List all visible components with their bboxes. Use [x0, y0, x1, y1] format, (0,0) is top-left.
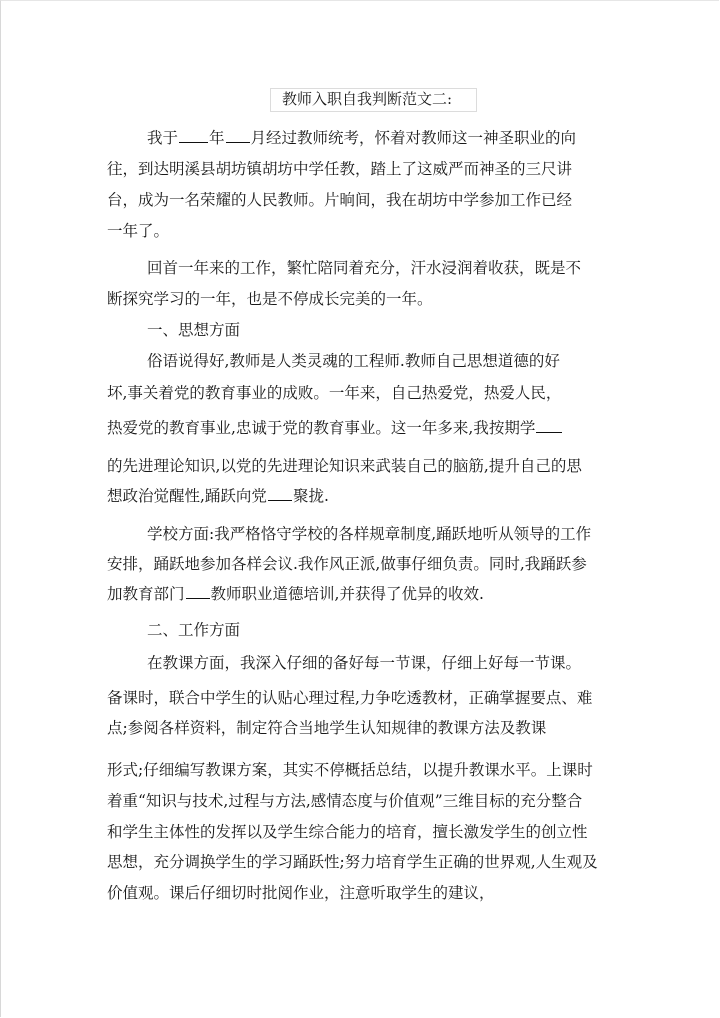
text-segment: 热爱党的教育事业,忠诚于党的教育事业。这一年多来,我按期学 — [107, 419, 536, 437]
paragraph-2-line-1: 回首一年来的工作，繁忙陪同着充分，汗水浸润着收获，既是不 — [147, 259, 582, 277]
paragraph-5-line-4: 形式;仔细编写教课方案，其实不停概括总结，以提升教课水平。上课时 — [107, 761, 593, 779]
paragraph-4-line-3 — [107, 584, 484, 604]
paragraph-1-line-4: 一年了。 — [107, 222, 170, 240]
text-segment: 想政治觉醒性,踊跃向党 — [107, 487, 267, 505]
paragraph-3-line-2: 坏,事关着党的教育事业的成败。一年来，自己热爱党，热爱人民， — [107, 384, 562, 402]
fill-blank — [268, 486, 292, 501]
fill-blank — [179, 128, 208, 143]
paragraph-4-line-2: 安排，踊跃地参加各样会议.我作风正派,做事仔细负责。同时,我踊跃参 — [107, 555, 587, 573]
paragraph-1-line-3: 台，成为一名荣耀的人民教师。片晌间，我在胡坊中学参加工作已经 — [107, 191, 573, 209]
paragraph-3-line-3 — [107, 418, 563, 438]
document-title: 教师入职自我判断范文二: — [282, 90, 453, 108]
section-heading-work: 二、工作方面 — [147, 621, 241, 639]
text-segment: 月经过教师统考，怀着对教师这一神圣职业的向 — [250, 129, 577, 147]
paragraph-5-line-8: 价值观。课后仔细切时批阅作业，注意听取学生的建议， — [107, 884, 495, 902]
fill-blank — [226, 128, 250, 143]
paragraph-4-line-1: 学校方面:我严格恪守学校的各样规章制度,踊跃地听从领导的工作 — [147, 525, 592, 543]
paragraph-1-line-2: 往，到达明溪县胡坊镇胡坊中学任教，踏上了这威严而神圣的三尺讲 — [107, 160, 573, 178]
text-segment: 我于 — [147, 129, 179, 147]
paragraph-5-line-6: 和学生主体性的发挥以及学生综合能力的培育，擅长激发学生的创立性 — [107, 823, 588, 841]
text-segment: 年 — [209, 129, 225, 147]
paragraph-5-line-3: 点;参阅各样资料，制定符合当地学生认知规律的教课方法及教课 — [107, 719, 547, 737]
paragraph-5-line-2: 备课时，联合中学生的认贴心理过程,力争吃透教材，正确掌握要点、难 — [107, 689, 593, 707]
text-segment: 聚拢. — [292, 487, 329, 505]
paragraph-5-line-7: 思想，充分调换学生的学习踊跃性;努力培育学生正确的世界观,人生观及 — [107, 853, 598, 871]
text-segment: 教师职业道德培训,并获得了优异的收效. — [210, 585, 484, 603]
paragraph-3-line-5 — [107, 486, 329, 506]
paragraph-3-line-1: 俗语说得好,教师是人类灵魂的工程师.教师自己思想道德的好 — [147, 352, 560, 370]
fill-blank — [536, 418, 562, 433]
fill-blank — [186, 584, 210, 599]
paragraph-5-line-5: 着重“知识与技术,过程与方法,感情态度与价值观”三维目标的充分整合 — [107, 792, 583, 810]
text-segment: 加教育部门 — [107, 585, 185, 603]
paragraph-5-line-1: 在教课方面，我深入仔细的备好每一节课，仔细上好每一节课。 — [147, 654, 582, 672]
section-heading-thought: 一、思想方面 — [147, 321, 241, 339]
paragraph-2-line-2: 断探究学习的一年，也是不停成长完美的一年。 — [107, 290, 433, 308]
paragraph-1-line-1 — [147, 128, 576, 148]
paragraph-3-line-4: 的先进理论知识,以党的先进理论知识来武装自己的脑筋,提升自己的思 — [107, 457, 582, 475]
